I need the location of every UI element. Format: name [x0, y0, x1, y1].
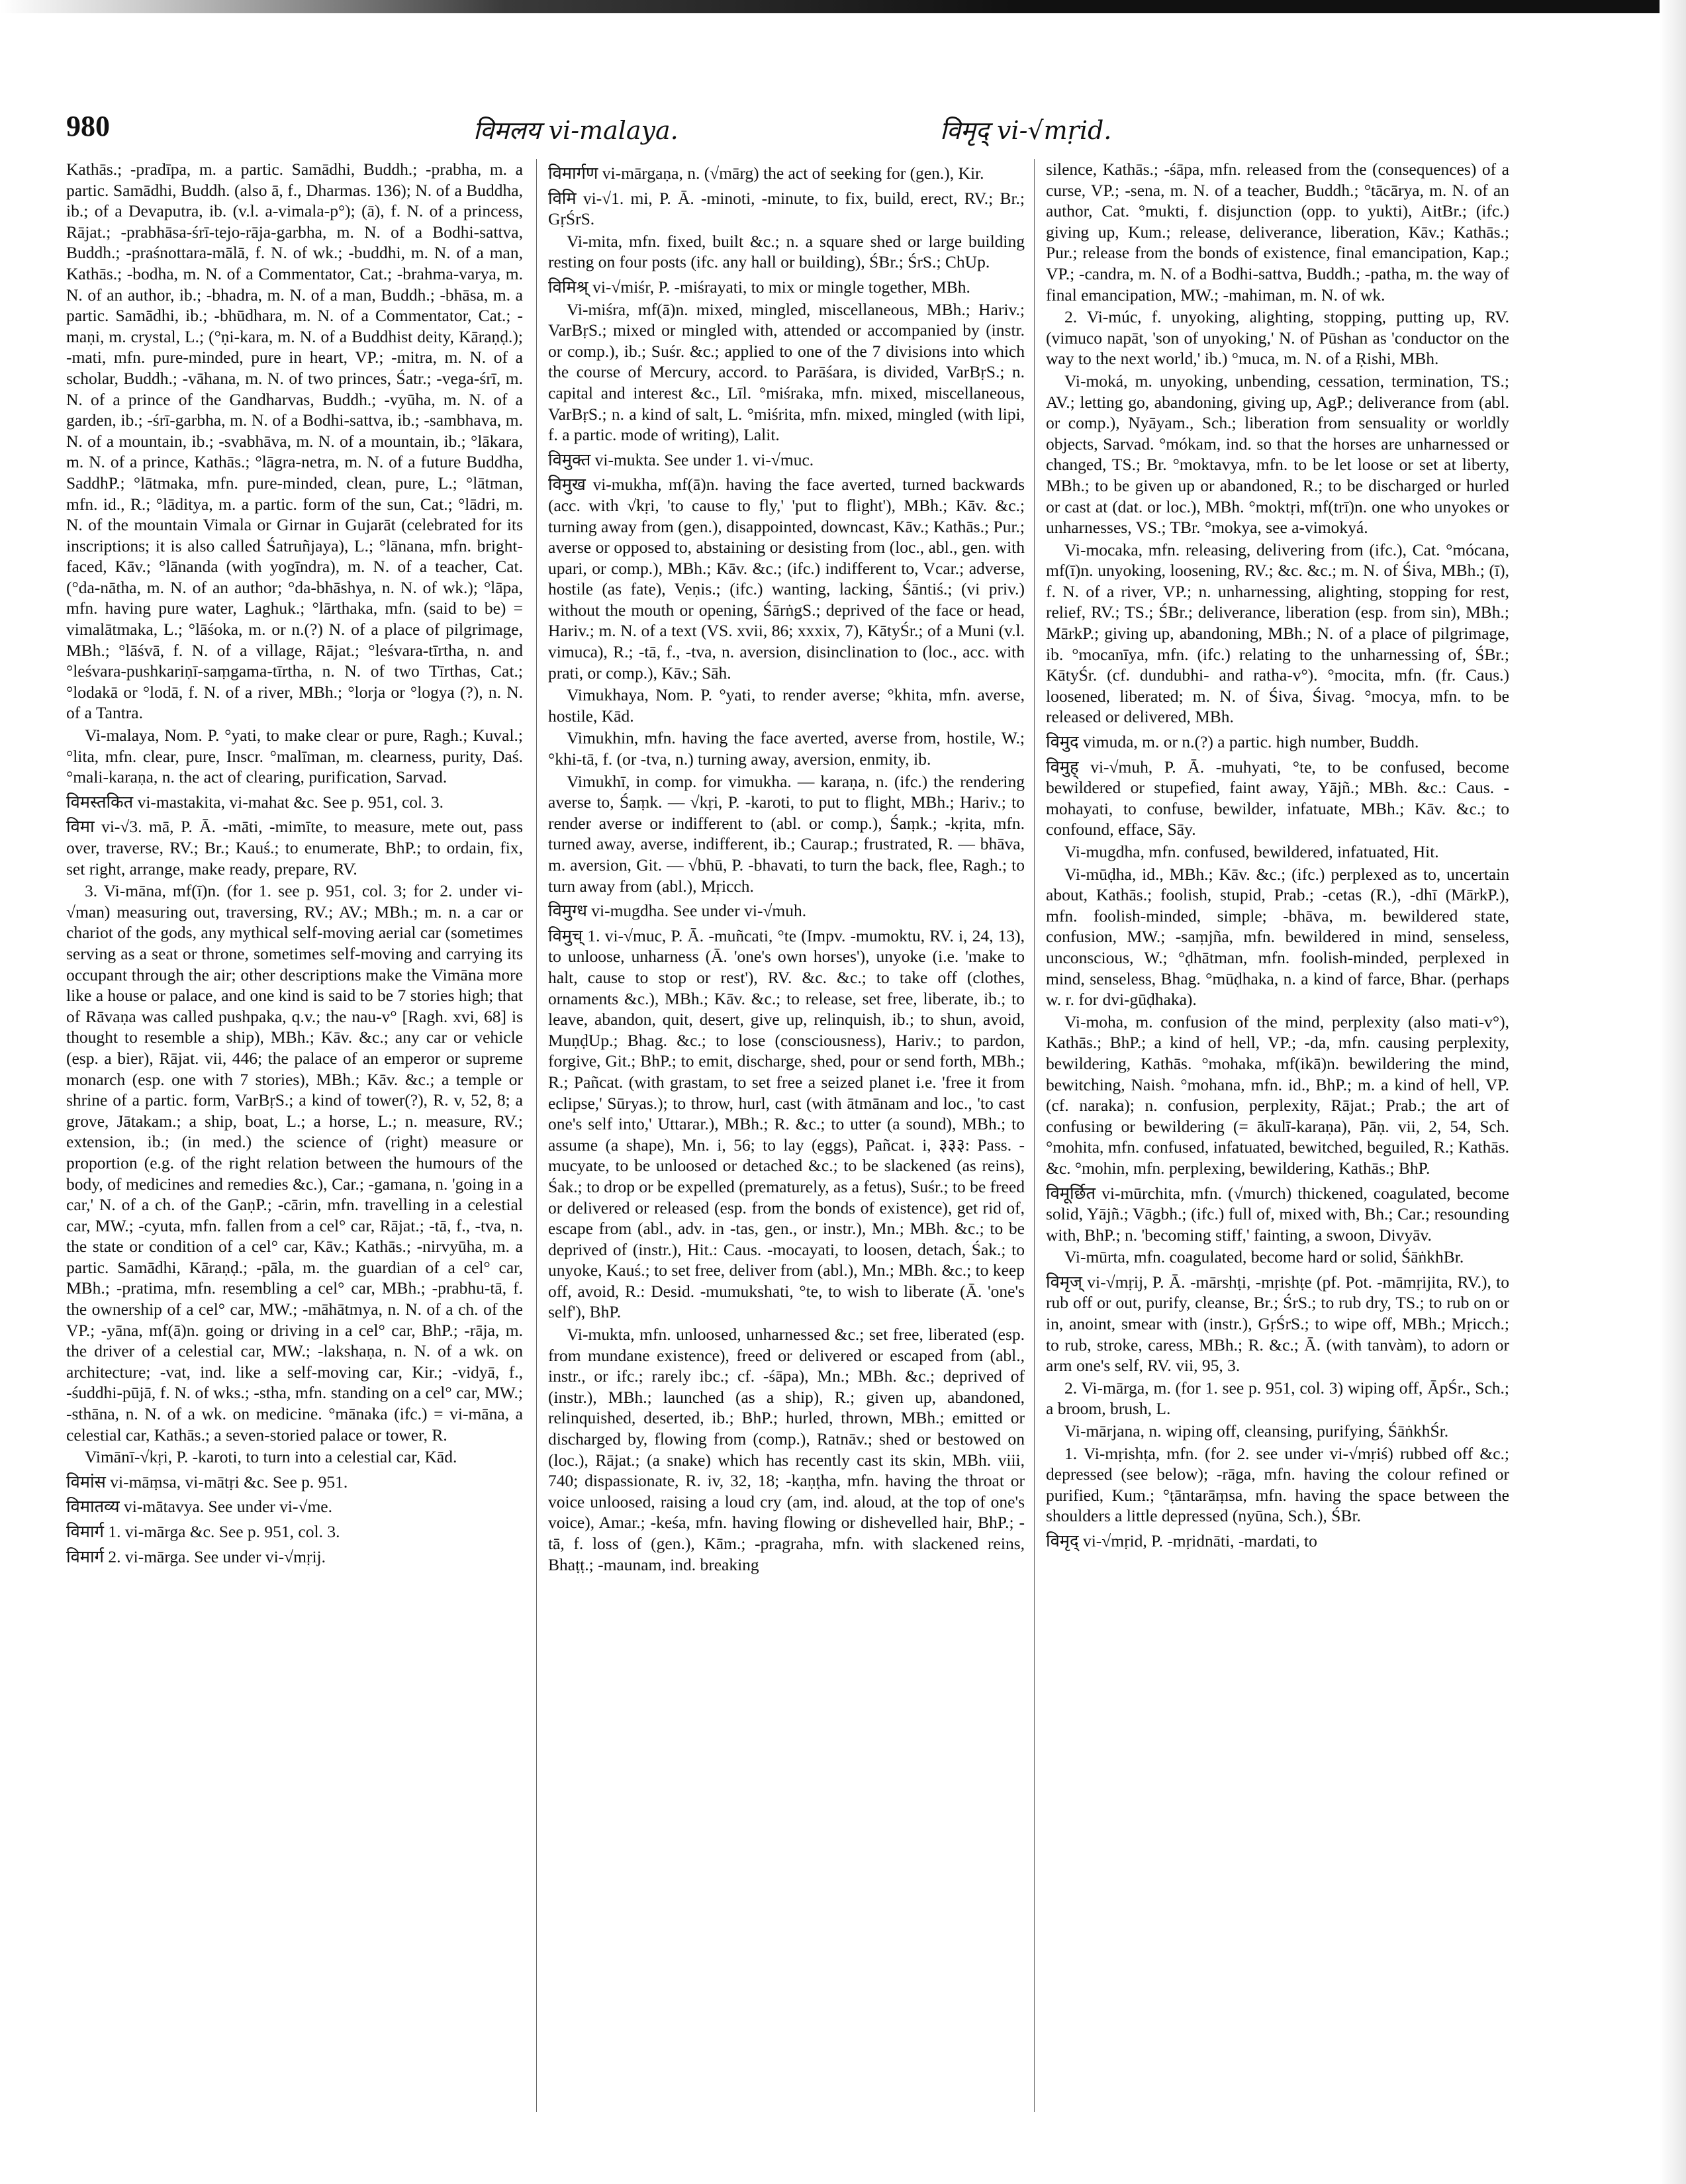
running-head-right: विमृद् vi-√mṛid. [940, 116, 1112, 145]
dictionary-column-1 [66, 159, 523, 2125]
dictionary-column-3 [1046, 159, 1509, 2125]
headword-entry: विमृद् vi-√mṛid, P. -mṛidnāti, -mardati, to [1046, 1531, 1317, 1550]
sub-entry: Vi-miśra, mf(ā)n. mixed, mingled, miscellaneous, MBh.; Hariv.; VarBṛS.; mixed or mingled with, attended or accompanied by (instr. or comp.), ib.; Suśr. &c.; applied to one of the 7 divisions into which the course of Mercury, accord. to Parāśara, is divided, VarBṛS.; n. capital and interest &c., Līl. °miśraka, mfn. mixed, miscellaneous, VarBṛS.; n. a kind of salt, L. °miśrita, mfn. mixed, mingled (with lipi, f. a partic. mode of writing), Lalit. [548, 299, 1025, 445]
dictionary-column-2 [548, 159, 1025, 2125]
sub-entry: Vimukhaya, Nom. P. °yati, to render averse; °khita, mfn. averse, hostile, Kād. [548, 685, 1025, 726]
column-divider [536, 159, 537, 2112]
headword-entry: विमातव्य vi-mātavya. See under vi-√me. [66, 1497, 332, 1517]
column-divider [1034, 159, 1035, 2112]
sub-entry: Vi-mārjana, n. wiping off, cleansing, purifying, ŚāṅkhŚr. [1064, 1421, 1449, 1441]
sub-entry: Vi-malaya, Nom. P. °yati, to make clear or pure, Ragh.; Kuval.; °lita, mfn. clear, pure, Inscr. °malīman, m. clearness, purity, Daś. °mali-karaṇa, n. the act of clearing, purification, Sarvad. [66, 726, 523, 787]
scan-right-edge [1660, 0, 1686, 2184]
headword-entry: विमुह् vi-√muh, P. Ā. -muhyati, °te, to be confused, become bewildered or stupefied, faint away, Yājñ.; MBh. &c.: Caus. -mohayati, to confuse, bewilder, infatuate, MBh.; Kāv. &c.; to confound, efface, Sāy. [1046, 757, 1509, 839]
headword-entry: विमूर्छित vi-mūrchita, mfn. (√murch) thickened, coagulated, become solid, Yājñ.; Vāgbh.; (ifc.) full of, mixed with, Bh.; Car.; resounding with, BhP.; n. 'becoming stiff,' fainting, a swoon, Divyāv. [1046, 1183, 1509, 1245]
sub-entry: 3. Vi-māna, mf(ī)n. (for 1. see p. 951, col. 3; for 2. under vi-√man) measuring out, traversing, RV.; AV.; MBh.; m. n. a car or chariot of the gods, any mythical self-moving aerial car (sometimes serving as a seat or throne, sometimes self-moving and carrying its occupant through the air; other descriptions make the Vimāna more like a house or palace, and one kind is said to be 7 stories high; that of Rāvaṇa was called pushpaka, q.v.; the nau-v° [Ragh. xvi, 68] is thought to resemble a ship), MBh.; Kāv. &c.; any car or vehicle (esp. a bier), Rājat. vii, 446; the palace of an emperor or supreme monarch (esp. one with 7 stories), MBh.; Kāv. &c.; a temple or shrine of a partic. form, VarBṛS.; a kind of tower(?), R. v, 52, 8; a grove, Jātakam.; a ship, boat, L.; a horse, L.; n. measure, RV.; extension, ib.; (in med.) the science of (right) measure or proportion (e.g. of the right relation between the humours of the body, of medicines and remedies &c.), Car.; -gamana, n. 'going in a car,' N. of a ch. of the GaṇP.; -cārin, mfn. travelling in a celestial car, MW.; -cyuta, mfn. fallen from a cel° car, Rājat.; -tā, f., -tva, n. the state or condition of a cel° car, Kāv.; Kathās.; -nirvyūha, m. a partic. Samādhi, Kāraṇḍ.; -pāla, m. the guardian of a cel° car, MBh.; -pratima, mfn. resembling a cel° car, MBh.; -prabhu-tā, f. the ownership of a cel° car, MW.; -māhātmya, n. N. of a ch. of the VP.; -yāna, mf(ā)n. going or driving in a cel° car, BhP.; -rāja, m. the driver of a celestial car, MW.; -lakshaṇa, n. N. of a wk. on architecture; -vat, ind. like a self-moving car, Kir.; -vidyā, f., -śuddhi-pūjā, f. N. of wks.; -stha, mfn. standing on a cel° car, MW.; -sthāna, n. N. of a wk. on medicine. °mānaka (ifc.) = vi-māna, a celestial car, Kathās.; a seven-storied palace or tower, R. [66, 881, 523, 1445]
sub-entry: Vi-moká, m. unyoking, unbending, cessation, termination, TS.; AV.; letting go, abandoning, giving up, AgP.; deliverance from (abl. or comp.), Nyāyam., Sch.; liberation from sensuality or worldly objects, Sarvad. °mókam, ind. so that the horses are unharnessed or changed, TS.; Br. °moktavya, mfn. to be let loose or set at liberty, MBh.; to be given up or abandoned, R.; to be discharged or hurled or cast at (dat. or loc.), MBh. °moktṛi, mf(trī)n. one who unyokes or unharnesses, VS.; TBr. °mokya, see a-vimokyá. [1046, 371, 1509, 538]
sub-entry: Vi-moha, m. confusion of the mind, perplexity (also mati-v°), Kathās.; BhP.; a kind of hell, VP.; -da, mfn. causing perplexity, bewildering, Kathās. °mohaka, mf(ikā)n. bewildering the mind, bewitching, Naish. °mohana, mfn. id., BhP.; m. a kind of hell, VP. (cf. naraka); n. confusion, perplexity, Rājat.; Prab.; the art of confusing or bewildering (= ākulī-karaṇa), Pāṇ. vii, 2, 54, Sch. °mohita, mfn. confused, infatuated, bewitched, beguiled, R.; Kathās. &c. °mohin, mfn. perplexing, bewildering, Kathās.; BhP. [1046, 1012, 1509, 1178]
headword-entry: विमुग्ध vi-mugdha. See under vi-√muh. [548, 901, 807, 921]
sub-entry: Vimukhī, in comp. for vimukha. — karaṇa, n. (ifc.) the rendering averse to, Śaṃk. — √kṛi, P. -karoti, to put to flight, MBh.; Hariv.; to render averse or indifferent to (abl. or comp.), Śaṃk.; -kṛita, mfn. turned away, averse, indifferent, ib.; Caurap.; frustrated, R. — bhāva, m. aversion, Git. — √bhū, P. -bhavati, to turn the back, flee, Ragh.; to turn away from (abl.), Mṛicch. [548, 771, 1025, 896]
headword-entry: विमुख vi-mukha, mf(ā)n. having the face averted, turned backwards (acc. with √kṛi, 'to cause to fly,' 'put to flight'), MBh.; Kāv. &c.; turning away from (gen.), disappointed, downcast, Kāv.; Kathās.; Pur.; averse or opposed to, abstaining or desisting from (loc., abl., gen. with upari, or comp.), MBh.; Kāv. &c.; (ifc.) indifferent to, Vcar.; adverse, hostile (as fate), Veṇis.; (ifc.) wanting, lacking, Śāntiś.; (vi priv.) without the mouth or opening, ŚārṅgS.; deprived of the face or head, Hariv.; m. N. of a text (VS. xvii, 86; xxxix, 7), KātyŚr.; of a Muni (v.l. vimuca), R.; -tā, f., -tva, n. aversion, disinclination to (loc., acc. with prati, or comp.), Kāv.; Sāh. [548, 475, 1025, 683]
sub-entry: Vi-mita, mfn. fixed, built &c.; n. a square shed or large building resting on four posts (ifc. any hall or building), ŚBr.; ŚrS.; ChUp. [548, 231, 1025, 272]
sub-entry: 2. Vi-mārga, m. (for 1. see p. 951, col. 3) wiping off, ĀpŚr., Sch.; a broom, brush, L. [1046, 1378, 1509, 1419]
sub-entry: Vi-mugdha, mfn. confused, bewildered, infatuated, Hit. [1064, 842, 1439, 861]
sub-entry: Vimukhin, mfn. having the face averted, averse from, hostile, W.; °khi-tā, f. (or -tva, n.) turning away, aversion, enmity, ib. [548, 728, 1025, 769]
sub-entry: 2. Vi-múc, f. unyoking, alighting, stopping, putting up, RV. (vimuco napāt, 'son of unyoking,' N. of Pūshan as 'conductor on the way to the next world,' ib.) °muca, m. N. of a Ṛishi, MBh. [1046, 307, 1509, 369]
headword-entry: विमृज् vi-√mṛij, P. Ā. -mārshṭi, -mṛishṭe (pf. Pot. -māmṛijita, RV.), to rub off or out, purify, cleanse, Br.; ŚrS.; to rub dry, TS.; to rub on or in, anoint, smear with (instr.), GṛŚrS.; to wipe off, MBh.; Mṛicch.; to rub, stroke, caress, MBh.; R. &c.; Ā. (with tanvàm), to adorn or arm one's self, RV. vii, 95, 3. [1046, 1272, 1509, 1376]
sub-entry: Vi-mocaka, mfn. releasing, delivering from (ifc.), Cat. °mócana, mf(ī)n. unyoking, loosening, RV.; &c. &c.; m. N. of Śiva, MBh.; (ī), f. N. of a river, VP.; n. unharnessing, alighting, stopping for rest, relief, RV.; TS.; ŚBr.; deliverance, liberation (esp. from sin), MBh.; MārkP.; giving up, abandoning, MBh.; N. of a place of pilgrimage, ib. °mocanīya, mfn. (ifc.) relating to the unharnessing of, ŚBr.; KātyŚr. (cf. dundubhi- and ratha-v°). °mocita, mfn. (fr. Caus.) loosened, liberated; m. N. of Śiva, Śivag. °mocya, mfn. to be released or delivered, MBh. [1046, 540, 1509, 727]
sub-entry: Vi-mūḍha, id., MBh.; Kāv. &c.; (ifc.) perplexed as to, uncertain about, Kathās.; foolish, stupid, Prab.; -cetas (R.), -dhī (MārkP.), mfn. foolish-minded, simple; -bhāva, m. bewildered state, confusion, MW.; -saṃjña, mfn. bewildered in mind, senseless, unconscious, W.; °ḍhātman, mfn. foolish-minded, perplexed in mind, senseless, Bhag. °mūḍhaka, n. a kind of farce, Bhar. (perhaps w. r. for dvi-gūḍhaka). [1046, 864, 1509, 1010]
page-number: 980 [66, 110, 110, 142]
headword-entry: विमुच् 1. vi-√muc, P. Ā. -muñcati, °te (Impv. -mumoktu, RV. i, 24, 13), to unloose, unharness (Ā. 'one's own horses'), unyoke (i.e. 'make to halt, cause to stop or rest'), RV. &c. &c.; to take off (clothes, ornaments &c.), MBh.; Kāv. &c.; to release, set free, liberate, ib.; to leave, abandon, quit, desert, give up, relinquish, ib.; to shun, avoid, MuṇḍUp.; Bhag. &c.; to lose (consciousness), Hariv.; to pardon, forgive, Git.; BhP.; to emit, discharge, shed, pour or send forth, MBh.; R.; Pañcat. (with grastam, to set free a seized planet i.e. 'free it from eclipse,' Sūryas.); to throw, hurl, cast (with ātmānam and loc., 'to cast one's self into,' Uttarar.), MBh.; R. &c.; to utter (a sound), MBh.; to assume (a shape), Mn. i, 56; to lay (eggs), Pañcat. i, ३३३: Pass. -mucyate, to be unloosed or detached &c.; to be slackened (as reins), Śak.; to drop or be expelled (prematurely, as a fetus), Suśr.; to be freed or delivered or released (esp. from the bonds of existence), get rid of, escape from (abl., adv. in -tas, gen., or instr.), Mn.; MBh. &c.; to be deprived of (instr.), Hit.: Caus. -mocayati, to loosen, detach, Śak.; to unyoke, Kauś.; to set free, deliver from (abl.), Mn.; MBh. &c.; to keep off, avoid, R.: Desid. -mumukshati, °te, to wish to liberate (Ā. 'one's self'), BhP. [548, 926, 1025, 1322]
sub-entry: Vimānī-√kṛi, P. -karoti, to turn into a celestial car, Kād. [85, 1447, 457, 1467]
headword-entry: विमांस vi-māṃsa, vi-mātṛi &c. See p. 951. [66, 1472, 348, 1492]
headword-entry: विमुद vimuda, m. or n.(?) a partic. high number, Buddh. [1046, 732, 1419, 752]
headword-entry: विमस्तकित vi-mastakita, vi-mahat &c. See p. 951, col. 3. [66, 792, 444, 812]
sub-entry: Vi-mukta, mfn. unloosed, unharnessed &c.; set free, liberated (esp. from mundane existence), freed or delivered or escaped from (abl., instr., or ifc.; rarely ibc.; cf. -śāpa), Mn.; MBh. &c.; deprived of (instr.), MBh.; launched (as a ship), R.; given up, abandoned, relinquished, deserted, ib.; BhP.; hurled, thrown, MBh.; emitted or discharged by, flowing from (comp.), Ratnāv.; shed or bestowed on (loc.), Rājat.; (a snake) which has recently cast its skin, MBh. viii, 740; dispassionate, R. iv, 32, 18; -kaṇṭha, mfn. having the throat or voice unloosed, raising a loud cry (am, ind. aloud, at the top of one's voice), Amar.; -keśa, mfn. having flowing or dishevelled hair, BhP.; -tā, f. loss of (gen.), Kām.; -pragraha, mfn. with slackened reins, Bhaṭṭ.; -maunam, ind. breaking [548, 1325, 1025, 1574]
scan-top-edge [0, 0, 1686, 13]
headword-entry: विमार्गण vi-mārgaṇa, n. (√mārg) the act of seeking for (gen.), Kir. [548, 164, 984, 183]
headword-entry: विमि vi-√1. mi, P. Ā. -minoti, -minute, to fix, build, erect, RV.; Br.; GṛŚrS. [548, 188, 1025, 229]
sub-entry: Vi-mūrta, mfn. coagulated, become hard or solid, ŚāṅkhBr. [1064, 1247, 1464, 1267]
headword-entry: विमार्ग 1. vi-mārga &c. See p. 951, col. 3. [66, 1522, 340, 1541]
continued-entry: silence, Kathās.; -śāpa, mfn. released from the (consequences) of a curse, VP.; -sena, m. N. of a teacher, Buddh.; °tācārya, m. N. of an author, Cat. °mukti, f. disjunction (opp. to yukti), AitBr.; (ifc.) giving up, Kum.; release, deliverance, liberation, Kāv.; Kathās.; Pur.; release from the bonds of existence, final emancipation, Kap.; VP.; -candra, m. N. of a Bodhi-sattva, Buddh.; -patha, m. the way of final emancipation, MW.; -mahiman, m. N. of wk. [1046, 160, 1509, 305]
continued-entry: Kathās.; -pradīpa, m. a partic. Samādhi, Buddh.; -prabha, m. a partic. Samādhi, Buddh. (also ā, f., Dharmas. 136); N. of a Buddha, ib.; of a Devaputra, ib. (v.l. a-vimala-p°); (ā), f. N. of a princess, Rājat.; -prabhāsa-śrī-tejo-rāja-garbha, m. N. of a Bodhi-sattva, Buddh.; -praśnottara-mālā, f. N. of wk.; -buddhi, m. N. of a man, Kathās.; -bodha, m. N. of a Commentator, Cat.; -brahma-varya, m. N. of an author, ib.; -bhadra, m. N. of a man, Buddh.; -bhāsa, m. a partic. Samādhi, ib.; -bhūdhara, m. N. of a Commentator, Cat.; -maṇi, m. crystal, L.; (°ṇi-kara, m. N. of a Buddhist deity, Kāraṇḍ.); -mati, mfn. pure-minded, pure in heart, VP.; -mitra, m. N. of a scholar, Buddh.; -vāhana, m. N. of two princes, Śatr.; -vega-śrī, m. N. of a prince of the Gandharvas, Buddh.; -vyūha, m. N. of a garden, ib.; -śrī-garbha, m. N. of a Bodhi-sattva, ib.; -sambhava, m. N. of a mountain, ib.; -svabhāva, m. N. of a mountain, ib.; °lākara, m. N. of a prince, Kathās.; °lāgra-netra, m. N. of a future Buddha, SaddhP.; °lātmaka, mfn. pure-minded, clean, pure, L.; °lātman, mfn. id., R.; °lāditya, m. a partic. form of the sun, Cat.; °lādri, m. N. of the mountain Vimala or Girnar in Gujarāt (celebrated for its inscriptions; it is also called Śatruñjaya), L.; °lānana, mfn. bright-faced, Kāv.; °lānanda (with yogīndra), m. N. of a teacher, Cat. (°da-nātha, m. N. of an author; °da-bhāshya, n. N. of wk.); °lāpa, mfn. having pure water, Laghuk.; °lārthaka, mfn. (said to be) = vimalātmaka, L.; °lāśoka, m. or n.(?) N. of a place of pilgrimage, MBh.; °lāśvā, f. N. of a village, Rājat.; °leśvara-tīrtha, n. and °leśvara-pushkariṇī-saṃgama-tīrtha, n. N. of two Tīrthas, Cat.; °lodakā or °lodā, f. N. of a river, MBh.; °lorja or °logya (?), n. N. of a Tantra. [66, 160, 523, 723]
headword-entry: विमिश्र् vi-√miśr, P. -miśrayati, to mix or mingle together, MBh. [548, 277, 970, 297]
sub-entry: 1. Vi-mṛishṭa, mfn. (for 2. see under vi-√mṛiś) rubbed off &c.; depressed (see below); -rāga, mfn. having the colour refined or purified, Kum.; °ṭāntarāṃsa, mfn. having the space between the shoulders a little depressed (nyūna, Sch.), ŚBr. [1046, 1443, 1509, 1526]
headword-entry: विमार्ग 2. vi-mārga. See under vi-√mṛij. [66, 1546, 326, 1566]
running-head-left: विमलय vi-malaya. [473, 116, 679, 145]
headword-entry: विमुक्त vi-mukta. See under 1. vi-√muc. [548, 450, 814, 469]
headword-entry: विमा vi-√3. mā, P. Ā. -māti, -mimīte, to measure, mete out, pass over, traverse, RV.; Br.; Kauś.; to enumerate, BhP.; to ordain, fix, set right, arrange, make ready, prepare, RV. [66, 817, 523, 878]
